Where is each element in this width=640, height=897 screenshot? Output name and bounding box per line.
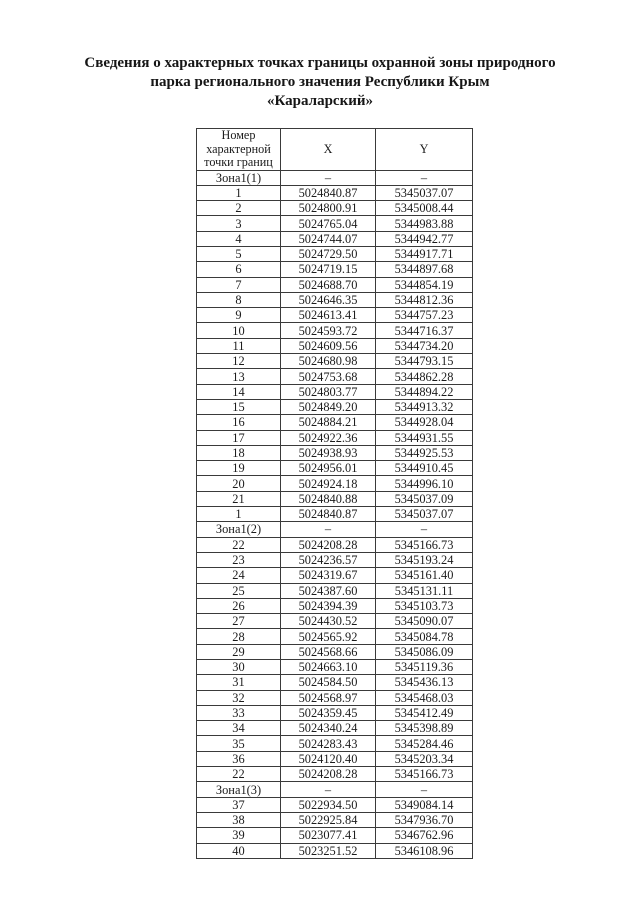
point-row <box>197 721 473 736</box>
x-coordinate-cell: 5022934.50 <box>281 797 376 812</box>
y-coordinate-cell: 5349084.14 <box>376 797 473 812</box>
point-number-cell: 26 <box>197 598 281 613</box>
point-number-cell: 16 <box>197 415 281 430</box>
point-row <box>197 568 473 583</box>
point-number-cell: 9 <box>197 308 281 323</box>
point-row <box>197 445 473 460</box>
x-coordinate-cell: 5024609.56 <box>281 338 376 353</box>
y-coordinate-cell: 5344734.20 <box>376 338 473 353</box>
point-number-cell: 34 <box>197 721 281 736</box>
y-coordinate-cell: 5345086.09 <box>376 644 473 659</box>
y-coordinate-cell: 5345166.73 <box>376 767 473 782</box>
point-number-cell: Зона1(2) <box>197 522 281 537</box>
x-coordinate-cell: 5024359.45 <box>281 705 376 720</box>
point-row <box>197 797 473 812</box>
y-coordinate-cell: 5345398.89 <box>376 721 473 736</box>
point-row <box>197 690 473 705</box>
y-coordinate-cell: 5345037.09 <box>376 491 473 506</box>
x-coordinate-cell: 5024719.15 <box>281 262 376 277</box>
y-coordinate-cell: 5344757.23 <box>376 308 473 323</box>
x-coordinate-cell: 5024956.01 <box>281 461 376 476</box>
point-number-cell: 1 <box>197 507 281 522</box>
y-coordinate-cell: – <box>376 522 473 537</box>
y-coordinate-cell: 5344928.04 <box>376 415 473 430</box>
y-coordinate-cell: 5345284.46 <box>376 736 473 751</box>
point-row <box>197 660 473 675</box>
point-number-cell: 36 <box>197 751 281 766</box>
x-coordinate-cell: 5024208.28 <box>281 767 376 782</box>
y-coordinate-cell: 5344910.45 <box>376 461 473 476</box>
point-number-cell: 12 <box>197 354 281 369</box>
point-row <box>197 675 473 690</box>
y-coordinate-cell: 5345436.13 <box>376 675 473 690</box>
point-row <box>197 231 473 246</box>
y-coordinate-cell: 5344862.28 <box>376 369 473 384</box>
point-row <box>197 354 473 369</box>
y-coordinate-cell: 5345084.78 <box>376 629 473 644</box>
zone-header-row <box>197 522 473 537</box>
x-coordinate-cell: 5024840.88 <box>281 491 376 506</box>
x-coordinate-cell: 5024646.35 <box>281 292 376 307</box>
x-coordinate-cell: 5024803.77 <box>281 384 376 399</box>
point-number-cell: Зона1(3) <box>197 782 281 797</box>
y-coordinate-cell: 5345161.40 <box>376 568 473 583</box>
x-coordinate-cell: 5024340.24 <box>281 721 376 736</box>
point-number-cell: 17 <box>197 430 281 445</box>
x-coordinate-cell: 5024283.43 <box>281 736 376 751</box>
x-coordinate-cell: 5024568.66 <box>281 644 376 659</box>
x-coordinate-cell: 5024430.52 <box>281 614 376 629</box>
x-coordinate-cell: 5024394.39 <box>281 598 376 613</box>
y-coordinate-cell: 5345103.73 <box>376 598 473 613</box>
y-coordinate-cell: 5345166.73 <box>376 537 473 552</box>
x-coordinate-cell: 5023251.52 <box>281 843 376 858</box>
point-number-cell: 19 <box>197 461 281 476</box>
y-coordinate-cell: – <box>376 170 473 185</box>
x-coordinate-cell: 5024319.67 <box>281 568 376 583</box>
boundary-points-table <box>196 128 473 859</box>
point-number-cell: 5 <box>197 246 281 261</box>
x-coordinate-cell: 5024922.36 <box>281 430 376 445</box>
y-coordinate-cell: 5345468.03 <box>376 690 473 705</box>
y-coordinate-cell: 5344812.36 <box>376 292 473 307</box>
y-coordinate-cell: 5345037.07 <box>376 507 473 522</box>
x-coordinate-cell: 5024849.20 <box>281 399 376 414</box>
point-row <box>197 843 473 858</box>
x-coordinate-cell: 5024744.07 <box>281 231 376 246</box>
point-row <box>197 644 473 659</box>
x-coordinate-cell: 5024800.91 <box>281 201 376 216</box>
point-number-cell: 20 <box>197 476 281 491</box>
y-coordinate-cell: 5344983.88 <box>376 216 473 231</box>
x-coordinate-cell: 5024663.10 <box>281 660 376 675</box>
document-title <box>40 54 600 111</box>
point-number-cell: 3 <box>197 216 281 231</box>
y-coordinate-cell: 5345412.49 <box>376 705 473 720</box>
point-number-cell: 22 <box>197 767 281 782</box>
point-row <box>197 430 473 445</box>
y-coordinate-cell: – <box>376 782 473 797</box>
table-header <box>197 129 473 171</box>
header-point-number: Номер характерной точки границ <box>197 129 281 171</box>
x-coordinate-cell: 5024593.72 <box>281 323 376 338</box>
point-row <box>197 812 473 827</box>
x-coordinate-cell: 5024565.92 <box>281 629 376 644</box>
x-coordinate-cell: 5024688.70 <box>281 277 376 292</box>
point-number-cell: 29 <box>197 644 281 659</box>
point-row <box>197 338 473 353</box>
point-row <box>197 308 473 323</box>
x-coordinate-cell: 5024208.28 <box>281 537 376 552</box>
y-coordinate-cell: 5344917.71 <box>376 246 473 261</box>
point-row <box>197 292 473 307</box>
point-number-cell: Зона1(1) <box>197 170 281 185</box>
x-coordinate-cell: 5024753.68 <box>281 369 376 384</box>
point-number-cell: 32 <box>197 690 281 705</box>
zone-header-row <box>197 170 473 185</box>
y-coordinate-cell: 5344894.22 <box>376 384 473 399</box>
point-number-cell: 6 <box>197 262 281 277</box>
x-coordinate-cell: 5024584.50 <box>281 675 376 690</box>
point-number-cell: 8 <box>197 292 281 307</box>
point-row <box>197 767 473 782</box>
point-row <box>197 751 473 766</box>
point-row <box>197 262 473 277</box>
y-coordinate-cell: 5345090.07 <box>376 614 473 629</box>
header-row <box>197 129 473 171</box>
y-coordinate-cell: 5345037.07 <box>376 185 473 200</box>
point-number-cell: 27 <box>197 614 281 629</box>
document-title-line-1: Сведения о характерных точках границы охранной зоны природного <box>84 55 556 71</box>
point-number-cell: 35 <box>197 736 281 751</box>
point-row <box>197 216 473 231</box>
header-y-coordinate: Y <box>376 129 473 171</box>
point-row <box>197 583 473 598</box>
x-coordinate-cell: 5023077.41 <box>281 828 376 843</box>
y-coordinate-cell: 5346108.96 <box>376 843 473 858</box>
point-row <box>197 476 473 491</box>
point-number-cell: 4 <box>197 231 281 246</box>
y-coordinate-cell: 5344854.19 <box>376 277 473 292</box>
point-row <box>197 507 473 522</box>
point-number-cell: 28 <box>197 629 281 644</box>
y-coordinate-cell: 5344716.37 <box>376 323 473 338</box>
x-coordinate-cell: 5024680.98 <box>281 354 376 369</box>
document-title-line-3: «Караларский» <box>267 93 373 109</box>
x-coordinate-cell: 5024568.97 <box>281 690 376 705</box>
point-row <box>197 384 473 399</box>
point-number-cell: 7 <box>197 277 281 292</box>
x-coordinate-cell: 5022925.84 <box>281 812 376 827</box>
point-number-cell: 13 <box>197 369 281 384</box>
x-coordinate-cell: 5024613.41 <box>281 308 376 323</box>
point-number-cell: 37 <box>197 797 281 812</box>
point-row <box>197 185 473 200</box>
y-coordinate-cell: 5344913.32 <box>376 399 473 414</box>
header-x-coordinate: X <box>281 129 376 171</box>
point-number-cell: 40 <box>197 843 281 858</box>
point-number-cell: 11 <box>197 338 281 353</box>
y-coordinate-cell: 5347936.70 <box>376 812 473 827</box>
x-coordinate-cell: 5024884.21 <box>281 415 376 430</box>
y-coordinate-cell: 5344793.15 <box>376 354 473 369</box>
point-number-cell: 15 <box>197 399 281 414</box>
y-coordinate-cell: 5345008.44 <box>376 201 473 216</box>
y-coordinate-cell: 5345119.36 <box>376 660 473 675</box>
point-row <box>197 705 473 720</box>
point-row <box>197 277 473 292</box>
point-number-cell: 30 <box>197 660 281 675</box>
point-row <box>197 369 473 384</box>
point-row <box>197 246 473 261</box>
point-number-cell: 33 <box>197 705 281 720</box>
document-title-line-2: парка регионального значения Республики Крым <box>150 74 490 90</box>
x-coordinate-cell: – <box>281 522 376 537</box>
point-number-cell: 21 <box>197 491 281 506</box>
x-coordinate-cell: 5024120.40 <box>281 751 376 766</box>
point-row <box>197 614 473 629</box>
point-number-cell: 24 <box>197 568 281 583</box>
table-body <box>197 170 473 858</box>
zone-header-row <box>197 782 473 797</box>
point-row <box>197 491 473 506</box>
x-coordinate-cell: 5024938.93 <box>281 445 376 460</box>
point-row <box>197 201 473 216</box>
y-coordinate-cell: 5345193.24 <box>376 552 473 567</box>
point-row <box>197 323 473 338</box>
x-coordinate-cell: 5024765.04 <box>281 216 376 231</box>
x-coordinate-cell: – <box>281 782 376 797</box>
x-coordinate-cell: 5024387.60 <box>281 583 376 598</box>
y-coordinate-cell: 5344925.53 <box>376 445 473 460</box>
point-row <box>197 828 473 843</box>
x-coordinate-cell: 5024840.87 <box>281 185 376 200</box>
point-number-cell: 18 <box>197 445 281 460</box>
point-number-cell: 10 <box>197 323 281 338</box>
point-number-cell: 1 <box>197 185 281 200</box>
y-coordinate-cell: 5344996.10 <box>376 476 473 491</box>
point-number-cell: 22 <box>197 537 281 552</box>
x-coordinate-cell: – <box>281 170 376 185</box>
y-coordinate-cell: 5345203.34 <box>376 751 473 766</box>
y-coordinate-cell: 5344931.55 <box>376 430 473 445</box>
point-row <box>197 552 473 567</box>
y-coordinate-cell: 5346762.96 <box>376 828 473 843</box>
x-coordinate-cell: 5024924.18 <box>281 476 376 491</box>
x-coordinate-cell: 5024236.57 <box>281 552 376 567</box>
x-coordinate-cell: 5024729.50 <box>281 246 376 261</box>
point-row <box>197 537 473 552</box>
y-coordinate-cell: 5344942.77 <box>376 231 473 246</box>
point-number-cell: 14 <box>197 384 281 399</box>
point-number-cell: 2 <box>197 201 281 216</box>
x-coordinate-cell: 5024840.87 <box>281 507 376 522</box>
point-number-cell: 31 <box>197 675 281 690</box>
y-coordinate-cell: 5345131.11 <box>376 583 473 598</box>
point-row <box>197 399 473 414</box>
y-coordinate-cell: 5344897.68 <box>376 262 473 277</box>
point-row <box>197 629 473 644</box>
point-row <box>197 461 473 476</box>
point-number-cell: 25 <box>197 583 281 598</box>
point-row <box>197 415 473 430</box>
point-row <box>197 598 473 613</box>
point-number-cell: 38 <box>197 812 281 827</box>
point-row <box>197 736 473 751</box>
point-number-cell: 23 <box>197 552 281 567</box>
point-number-cell: 39 <box>197 828 281 843</box>
